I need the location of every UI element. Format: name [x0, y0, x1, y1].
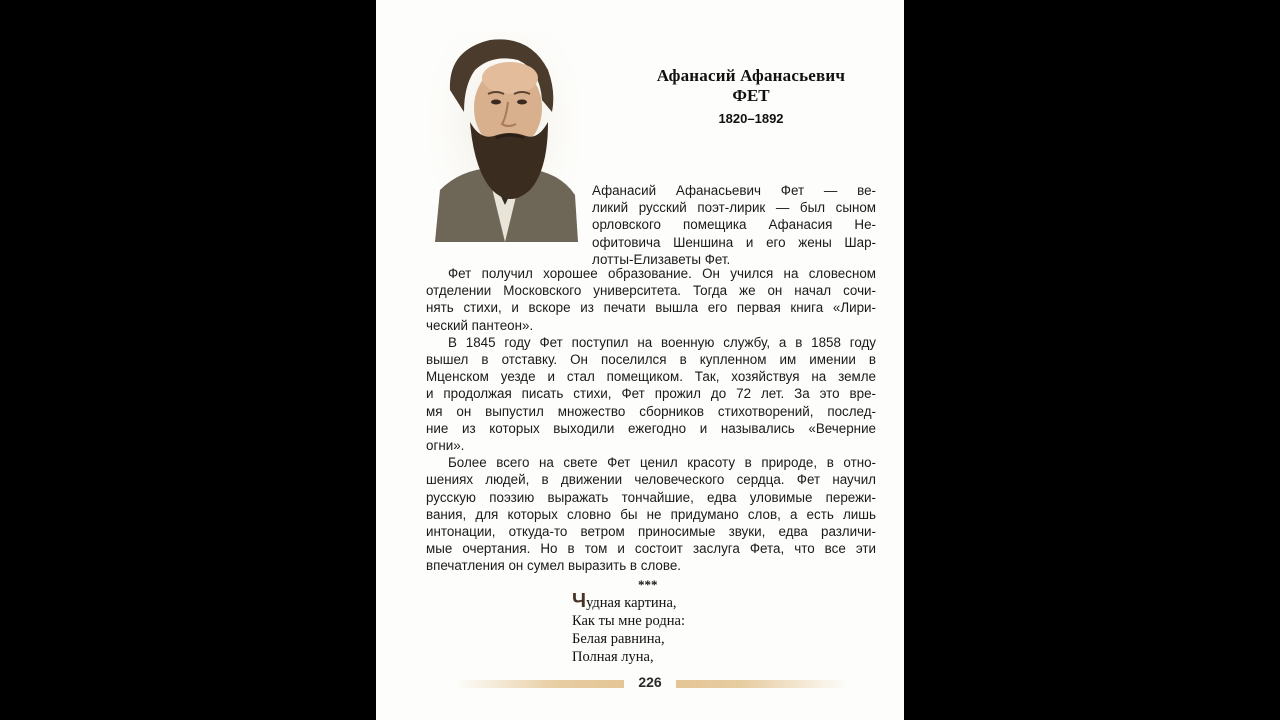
- poem-line: [572, 592, 685, 612]
- text-line: шениях людей, в движении человеческого сердца. Фет научил: [426, 472, 876, 488]
- poem-dropcap: Ч: [572, 590, 587, 612]
- text-line: и продолжая писать стихи, Фет прожил до 72 лет. За это вре-: [426, 386, 876, 402]
- text-line: орловского помещика Афанасия Не-: [592, 217, 876, 233]
- poem-stars: ***: [638, 577, 658, 592]
- author-years: 1820–1892: [718, 111, 784, 126]
- text-line: офитовича Шеншина и его жены Шар-: [592, 234, 876, 250]
- text-line: отделении Московского университета. Тогда же он начал сочи-: [426, 283, 876, 299]
- text-line: огни».: [426, 438, 465, 454]
- text-line: В 1845 году Фет поступил на военную службу, а в 1858 году: [448, 334, 876, 350]
- text-line: ческий пантеон».: [426, 317, 534, 333]
- text-line: Более всего на свете Фет ценил красоту в природе, в отно-: [448, 455, 876, 471]
- biography-text: [426, 265, 876, 575]
- text-line: Фет получил хорошее образование. Он учился на словесном: [448, 266, 876, 281]
- poem: [572, 578, 685, 666]
- poem-first-line-rest: удная картина,: [586, 595, 677, 611]
- fet-portrait: [430, 30, 580, 242]
- text-line: ликий русский поэт-лирик — был сыном: [592, 200, 876, 216]
- poem-line: Как ты мне родна:: [572, 613, 685, 629]
- text-line: лотты-Елизаветы Фет.: [592, 251, 731, 267]
- text-line: Мценском уезде и стал помещиком. Так, хозяйствуя на земле: [426, 369, 876, 385]
- footer-ornament-right: [676, 680, 848, 688]
- intro-paragraph: [592, 182, 876, 268]
- page-number: 226: [638, 674, 662, 690]
- text-line: русскую поэзию выражать тончайшие, едва уловимые пережи-: [426, 489, 876, 505]
- text-line: мые очертания. Но в том и состоит заслуга Фета, что все эти: [426, 541, 876, 557]
- text-line: интонации, откуда-то ветром приносимые звуки, едва различи-: [426, 524, 876, 540]
- text-line: вания, для которых словно бы не придумано слов, а есть лишь: [426, 506, 876, 522]
- text-line: нять стихи, и вскоре из печати вышла его первая книга «Лири-: [426, 300, 876, 316]
- book-page: [376, 0, 904, 720]
- text-line: впечатления он сумел выразить в слове.: [426, 558, 681, 574]
- author-name: Афанасий Афанасьевич: [656, 66, 846, 85]
- footer-ornament-left: [456, 680, 624, 688]
- paragraph-service: [426, 334, 876, 454]
- title-block: [596, 66, 904, 126]
- text-line: мя он выпустил множество сборников стихотворений, послед-: [426, 403, 876, 419]
- poem-line: Белая равнина,: [572, 631, 665, 647]
- text-line: Афанасий Афанасьевич Фет — ве-: [592, 183, 876, 198]
- paragraph-beauty: [426, 454, 876, 574]
- author-surname: ФЕТ: [732, 86, 770, 105]
- paragraph-education: [426, 265, 876, 334]
- text-line: ние из которых выходили ежегодно и назывались «Вечерние: [426, 420, 876, 436]
- text-line: вышел в отставку. Он поселился в купленном им имении в: [426, 352, 876, 368]
- poem-line: Полная луна,: [572, 649, 654, 665]
